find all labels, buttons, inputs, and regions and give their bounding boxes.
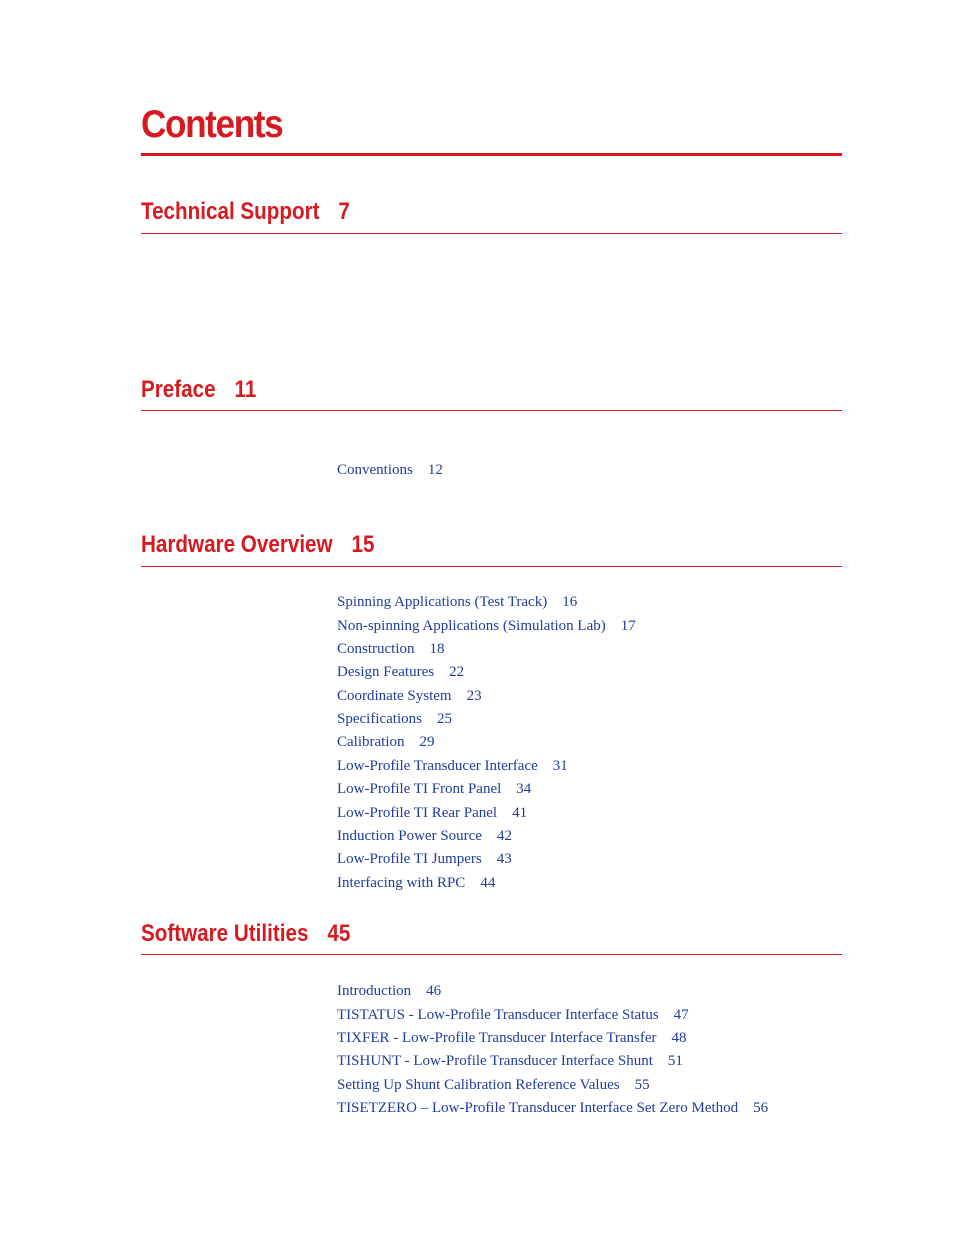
entry-page-number: 41: [512, 805, 528, 821]
chapter-page-number: 45: [327, 920, 351, 947]
entry-title: TIXFER - Low-Profile Transducer Interface Transfer: [337, 1030, 657, 1046]
entry-page-number: 48: [671, 1030, 687, 1046]
toc-entry-specifications[interactable]: [337, 709, 452, 729]
entry-title: Low-Profile TI Rear Panel: [337, 805, 498, 821]
toc-entry-tishunt[interactable]: [337, 1051, 683, 1071]
toc-entry-coordinate-system[interactable]: [337, 686, 482, 706]
toc-entry-jumpers[interactable]: [337, 849, 512, 869]
entry-page-number: 12: [427, 462, 443, 478]
chapter-heading[interactable]: [141, 196, 350, 228]
toc-entry-tisetzero[interactable]: [337, 1098, 768, 1118]
entry-title: Induction Power Source: [337, 828, 482, 844]
entry-page-number: 43: [496, 851, 512, 867]
chapter-title: Hardware Overview: [141, 531, 333, 558]
chapter-rule: [141, 233, 842, 234]
entry-page-number: 17: [620, 618, 636, 634]
entry-title: Low-Profile TI Front Panel: [337, 781, 502, 797]
entry-page-number: 23: [466, 688, 482, 704]
toc-entry-spinning-applications[interactable]: [337, 592, 577, 612]
entry-title: Low-Profile TI Jumpers: [337, 851, 482, 867]
toc-entry-construction[interactable]: [337, 639, 445, 659]
entry-page-number: 31: [552, 758, 568, 774]
entry-title: Interfacing with RPC: [337, 875, 466, 891]
entry-title: Calibration: [337, 734, 405, 750]
entry-title: Setting Up Shunt Calibration Reference Values: [337, 1077, 620, 1093]
chapter-rule: [141, 954, 842, 955]
chapter-title: Software Utilities: [141, 920, 309, 947]
entry-page-number: 44: [480, 875, 496, 891]
chapter-title: Technical Support: [141, 198, 320, 225]
entry-page-number: 56: [753, 1100, 769, 1116]
chapter-page-number: 7: [338, 198, 350, 225]
toc-entry-front-panel[interactable]: [337, 779, 531, 799]
chapter-heading[interactable]: [141, 374, 256, 406]
toc-entry-interfacing-with-rpc[interactable]: [337, 873, 495, 893]
chapter-rule: [141, 566, 842, 567]
toc-entry-introduction[interactable]: [337, 981, 441, 1001]
entry-page-number: 25: [436, 711, 452, 727]
entry-title: Construction: [337, 641, 415, 657]
toc-entry-low-profile-transducer-interface[interactable]: [337, 756, 568, 776]
entry-page-number: 29: [419, 734, 435, 750]
entry-page-number: 16: [562, 594, 578, 610]
entry-page-number: 47: [673, 1007, 689, 1023]
chapter-heading[interactable]: [141, 918, 350, 950]
chapter-heading[interactable]: [141, 529, 374, 561]
entry-title: Non-spinning Applications (Simulation Lab): [337, 618, 606, 634]
entry-page-number: 55: [634, 1077, 650, 1093]
entry-page-number: 51: [667, 1053, 683, 1069]
entry-page-number: 42: [496, 828, 512, 844]
toc-entry-design-features[interactable]: [337, 662, 464, 682]
toc-entry-induction-power-source[interactable]: [337, 826, 512, 846]
entry-page-number: 22: [449, 664, 465, 680]
entry-title: Spinning Applications (Test Track): [337, 594, 548, 610]
page-title: Contents: [141, 103, 283, 146]
toc-entry-conventions[interactable]: [337, 460, 443, 480]
entry-page-number: 34: [516, 781, 532, 797]
entry-title: Specifications: [337, 711, 422, 727]
chapter-page-number: 15: [351, 531, 375, 558]
toc-entry-tixfer[interactable]: [337, 1028, 687, 1048]
entry-title: Low-Profile Transducer Interface: [337, 758, 538, 774]
entry-title: TISHUNT - Low-Profile Transducer Interface Shunt: [337, 1053, 653, 1069]
chapter-title: Preface: [141, 376, 216, 403]
entry-title: Design Features: [337, 664, 435, 680]
entry-page-number: 18: [429, 641, 445, 657]
chapter-rule: [141, 410, 842, 411]
title-rule: [141, 153, 842, 156]
chapter-page-number: 11: [234, 376, 257, 403]
toc-entry-non-spinning-applications[interactable]: [337, 616, 636, 636]
toc-entry-rear-panel[interactable]: [337, 803, 527, 823]
toc-entry-tistatus[interactable]: [337, 1005, 689, 1025]
entry-title: Conventions: [337, 462, 413, 478]
entry-title: Introduction: [337, 983, 412, 999]
entry-title: Coordinate System: [337, 688, 452, 704]
entry-title: TISTATUS - Low-Profile Transducer Interface Status: [337, 1007, 659, 1023]
toc-entry-calibration[interactable]: [337, 732, 435, 752]
entry-title: TISETZERO – Low-Profile Transducer Interface Set Zero Method: [337, 1100, 739, 1116]
entry-page-number: 46: [426, 983, 442, 999]
toc-entry-shunt-calibration-reference-values[interactable]: [337, 1075, 650, 1095]
